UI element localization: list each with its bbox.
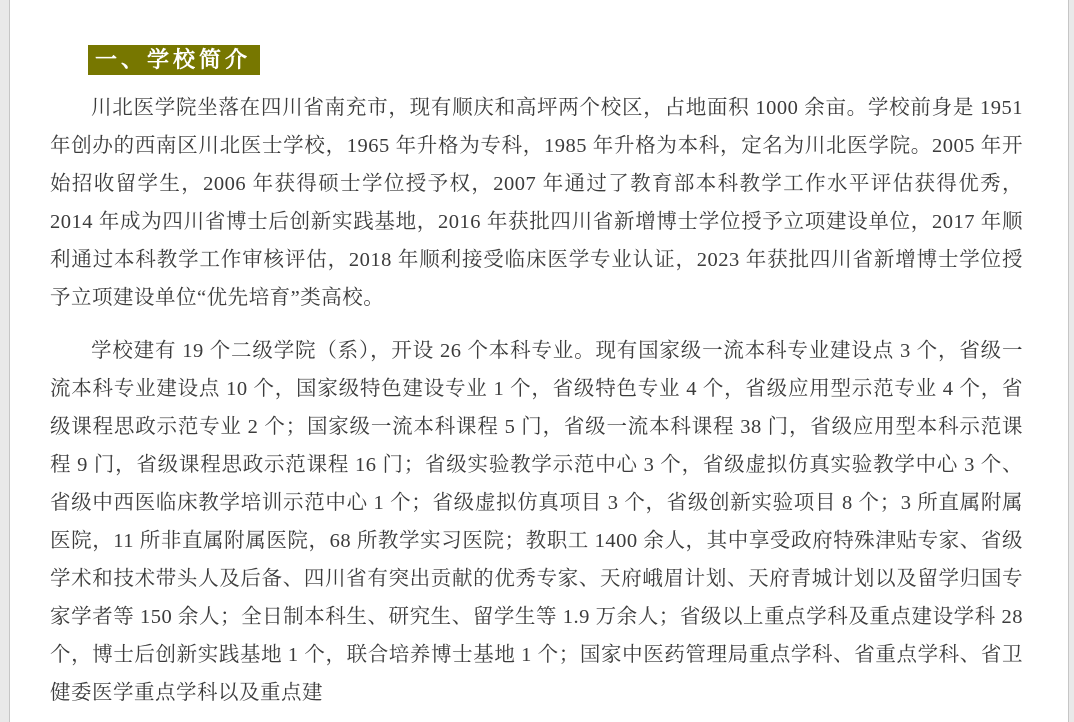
- page-content: [10, 0, 1068, 712]
- stats-paragraph: 学校建有 19 个二级学院（系），开设 26 个本科专业。现有国家级一流本科专业建设点 3 个，省级一流本科专业建设点 10 个，国家级特色建设专业 1 个，省级特色专业 4 个，省级应用型示范专业 4 个，省级课程思政示范专业 2 个；国家级一流本科课程 5 门，省级一流本科课程 38 门，省级应用型本科示范课程 9 门，省级课程思政示范课程 16 门；省级实验教学示范中心 3 个，省级虚拟仿真实验教学中心 3 个、省级中西医临床教学培训示范中心 1 个；省级虚拟仿真项目 3 个，省级创新实验项目 8 个；3 所直属附属医院，11 所非直属附属医院，68 所教学实习医院；教职工 1400 余人，其中享受政府特殊津贴专家、省级学术和技术带头人及后备、四川省有突出贡献的优秀专家、天府峨眉计划、天府青城计划以及留学归国专家学者等 150 余人；全日制本科生、研究生、留学生等 1.9 万余人；省级以上重点学科及重点建设学科 28 个，博士后创新实践基地 1 个，联合培养博士基地 1 个；国家中医药管理局重点学科、省重点学科、省卫健委医学重点学科以及重点建: [50, 340, 1023, 705]
- intro-paragraph: 川北医学院坐落在四川省南充市，现有顺庆和高坪两个校区，占地面积 1000 余亩。学校前身是 1951 年创办的西南区川北医士学校，1965 年升格为专科，1985 年升格为本科，定名为川北医学院。2005 年开始招收留学生，2006 年获得硕士学位授予权，2007 年通过了教育部本科教学工作水平评估获得优秀，2014 年成为四川省博士后创新实践基地，2016 年获批四川省新增博士学位授予立项建设单位，2017 年顺利通过本科教学工作审核评估，2018 年顺利接受临床医学专业认证，2023 年获批四川省新增博士学位授予立项建设单位“优先培育”类高校。: [50, 97, 1023, 310]
- document-page: [9, 0, 1069, 722]
- section-heading: 一、学校简介: [88, 45, 260, 75]
